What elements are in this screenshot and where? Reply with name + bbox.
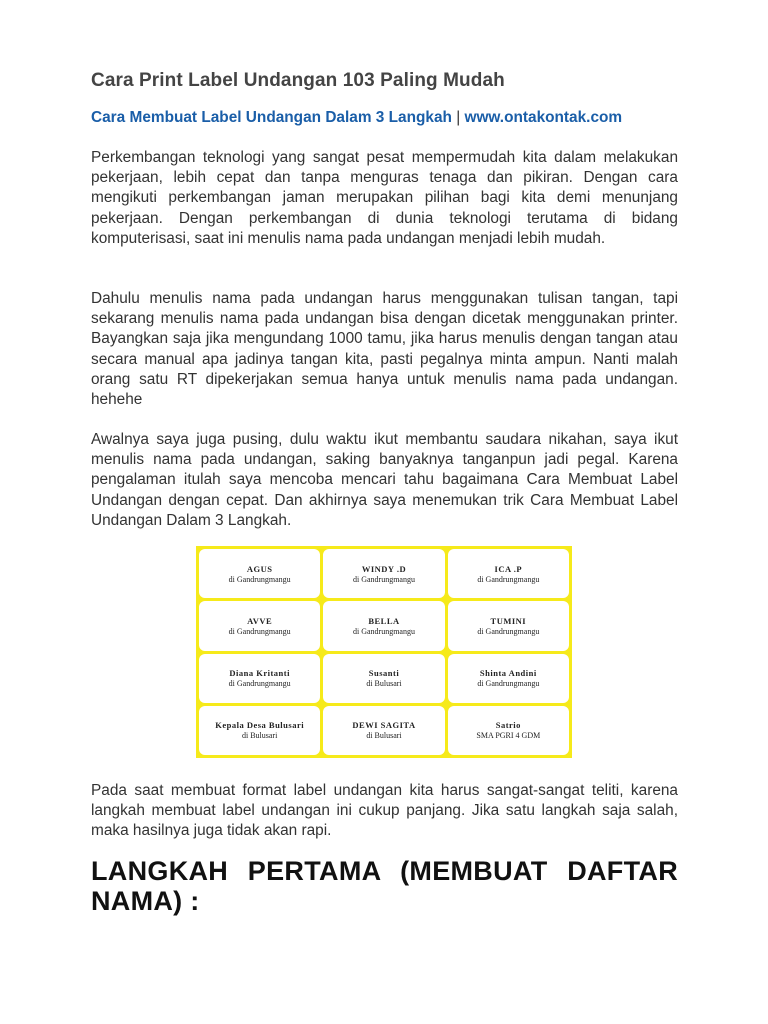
label-guest-name: TUMINI <box>490 615 527 626</box>
label-card <box>323 654 444 703</box>
label-guest-place: di Gandrungmangu <box>477 626 540 636</box>
section-heading: LANGKAH PERTAMA (MEMBUAT DAFTAR NAMA) : <box>91 856 678 916</box>
label-card <box>323 601 444 650</box>
label-guest-place: di Gandrungmangu <box>352 574 415 584</box>
label-guest-name: Shinta Andini <box>479 668 537 679</box>
label-guest-place: di Bulusari <box>366 679 402 689</box>
website-link[interactable]: www.ontakontak.com <box>464 109 623 126</box>
label-guest-place: di Gandrungmangu <box>228 626 291 636</box>
label-guest-place: di Gandrungmangu <box>228 574 291 584</box>
label-card <box>199 706 320 755</box>
label-card <box>199 601 320 650</box>
article-title: Cara Print Label Undangan 103 Paling Mudah <box>91 70 505 91</box>
subtitle-separator: | <box>456 109 461 126</box>
label-guest-name: WINDY .D <box>361 563 407 574</box>
label-guest-name: Satrio <box>495 720 521 731</box>
label-card <box>448 549 569 598</box>
label-card <box>448 706 569 755</box>
article-subtitle <box>91 107 678 128</box>
label-guest-place: SMA PGRI 4 GDM <box>476 731 541 741</box>
label-card <box>448 601 569 650</box>
label-guest-name: Kepala Desa Bulusari <box>215 720 305 731</box>
label-card <box>199 654 320 703</box>
subtitle-text: Cara Membuat Label Undangan Dalam 3 Langkah <box>91 109 452 126</box>
label-guest-name: ICA .P <box>494 563 523 574</box>
paragraph-experience: Awalnya saya juga pusing, dulu waktu ikut membantu saudara nikahan, saya ikut menulis nama pada undangan, saking banyaknya tanganpun jadi pegal. Karena pengalaman itulah saya mencoba mencari tahu bagaimana Cara Membuat Label Undangan dengan cepat. Dan akhirnya saya menemukan trik Cara Membuat Label Undangan Dalam 3 Langkah. <box>91 431 678 529</box>
label-card <box>199 549 320 598</box>
paragraph-handwriting: Dahulu menulis nama pada undangan harus menggunakan tulisan tangan, tapi sekarang menulis nama pada undangan bisa dengan dicetak menggunakan printer. Bayangkan saja jika mengundang 1000 tamu, jika harus menulis dengan tangan atau secara manual apa jadinya tangan kita, pasti pegalnya minta ampun. Nanti malah orang satu RT dipekerjakan semua hanya untuk menulis nama pada undangan. hehehe <box>91 290 678 409</box>
label-guest-place: di Bulusari <box>366 731 402 741</box>
label-card <box>448 654 569 703</box>
label-guest-place: di Gandrungmangu <box>477 679 540 689</box>
label-sheet-image <box>196 546 572 758</box>
label-guest-place: di Bulusari <box>241 731 278 741</box>
label-guest-place: di Gandrungmangu <box>352 626 415 636</box>
label-guest-name: BELLA <box>368 615 400 626</box>
label-card <box>323 549 444 598</box>
label-guest-name: Diana Kritanti <box>229 668 290 679</box>
label-guest-name: AGUS <box>246 563 273 574</box>
label-guest-name: Susanti <box>368 668 400 679</box>
label-guest-name: AVVE <box>247 615 273 626</box>
label-card <box>323 706 444 755</box>
label-guest-place: di Gandrungmangu <box>228 679 291 689</box>
paragraph-intro: Perkembangan teknologi yang sangat pesat mempermudah kita dalam melakukan pekerjaan, lebih cepat dan tanpa menguras tenaga dan pikiran. Dengan cara mengikuti perkembangan jaman merupakan pilihan bagi kita demi menunjang pekerjaan. Dengan perkembangan di dunia teknologi terutama di bidang komputerisasi, saat ini menulis nama pada undangan menjadi lebih mudah. <box>91 149 678 247</box>
label-guest-name: DEWI SAGITA <box>352 720 416 731</box>
paragraph-caution: Pada saat membuat format label undangan kita harus sangat-sangat teliti, karena langkah membuat label undangan ini cukup panjang. Jika satu langkah saja salah, maka hasilnya juga tidak akan rapi. <box>91 782 678 840</box>
label-guest-place: di Gandrungmangu <box>477 574 540 584</box>
